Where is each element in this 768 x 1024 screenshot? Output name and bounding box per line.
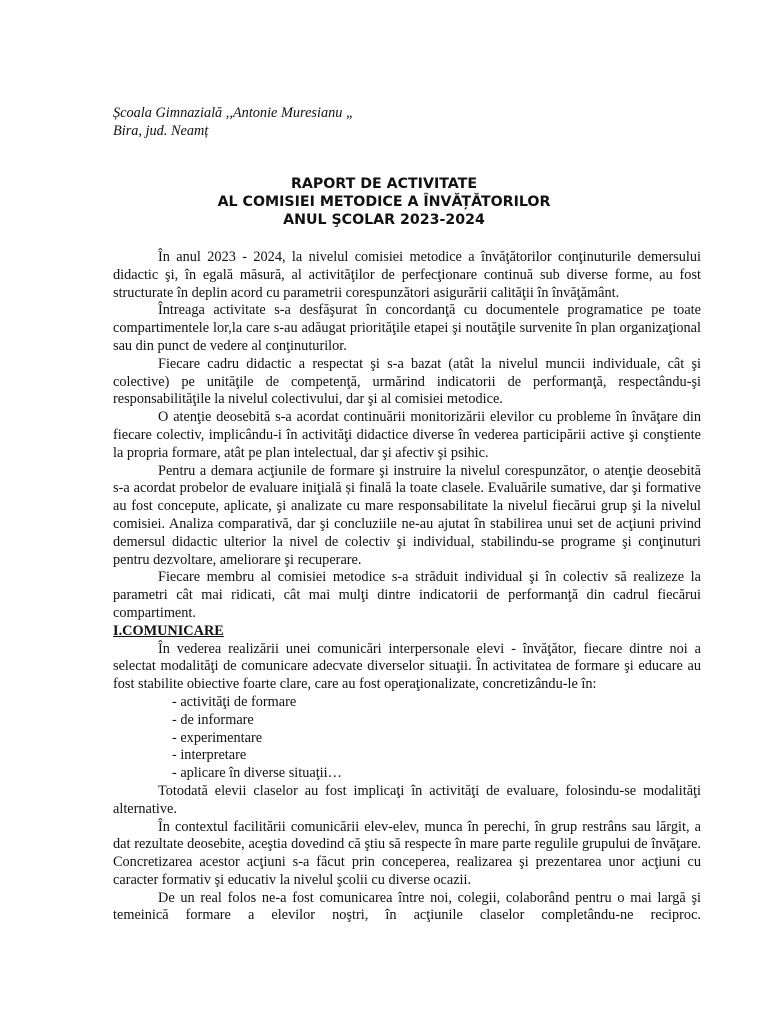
- section-paragraph-2: Totodată elevii claselor au fost implicaţi în activităţi de evaluare, folosindu-se modalităţi alternative.: [113, 782, 701, 817]
- list-item: - experimentare: [172, 729, 263, 746]
- report-title: [0, 175, 768, 229]
- title-line-1: RAPORT DE ACTIVITATE: [290, 176, 478, 192]
- title-line-2: AL COMISIEI METODICE A ÎNVĂȚĂTORILOR: [217, 194, 551, 210]
- list-item: - interpretare: [172, 747, 247, 764]
- section-paragraph-1: În vederea realizării unei comunicări interpersonale elevi - învăţător, fiecare dintre noi a selectat modalităţi de comunicare adecvate diverselor situaţii. În activitatea de formare şi educare au fost stabilite obiective foarte clare, care au fost operaţionalizate, concretizându-le în:: [113, 640, 701, 693]
- list-item: - aplicare în diverse situaţii…: [172, 765, 342, 782]
- intro-paragraph-1: În anul 2023 - 2024, la nivelul comisiei metodice a învăţătorilor conţinuturile demersului didactic şi, în egală măsură, al activităţilor de perfecţionare continuă sub diverse forme, au fost structurate în deplin acord cu parametrii corespunzători asigurării calităţii în învăţământ.: [113, 249, 701, 301]
- section-heading-comunicare: I.COMUNICARE: [113, 622, 224, 639]
- title-line-3: ANUL ŞCOLAR 2023-2024: [283, 212, 485, 228]
- section-paragraph-3: În contextul facilitării comunicării elev-elev, munca în perechi, în grup restrâns sau lărgit, a dat rezultate deosebite, aceştia dovedind că ştiu să respecte în mare parte regulile grupului de învăţare. Concretizarea acestor acţiuni s-a făcut prin conceperea, realizarea şi prezentarea unor acţiuni cu caracter formativ şi educativ la nivelul şcolii cu diverse ocazii.: [113, 818, 701, 888]
- intro-paragraph-4: O atenţie deosebită s-a acordat continuării monitorizării elevilor cu probleme în învăţare din fiecare colectiv, implicându-i în activităţi didactice diverse în vederea participării active şi conştiente la propria formare, atât pe plan intelectual, dar şi afectiv şi psihic.: [113, 409, 701, 461]
- objectives-list: [113, 694, 701, 783]
- list-item: - activităţi de formare: [172, 693, 297, 710]
- list-item: - de informare: [172, 711, 254, 728]
- school-name: Școala Gimnazială ,,Antonie Muresianu „: [113, 105, 354, 121]
- section-paragraph-4: De un real folos ne-a fost comunicarea între noi, colegii, colaborând pentru o mai largă şi temeinică formare a elevilor noştri, în acţiunile claselor completându-ne reciproc.: [113, 889, 701, 924]
- report-body: [113, 249, 701, 925]
- intro-paragraph-6: Fiecare membru al comisiei metodice s-a străduit individual şi în colectiv să realizeze la parametri cât mai ridicati, cât mai mulţi dintre indicatorii de performanţă din cadrul fiecărui compartiment.: [113, 569, 701, 621]
- intro-paragraph-5: Pentru a demara acţiunile de formare şi instruire la nivelul corespunzător, o atenţie deosebită s-a acordat probelor de evaluare iniţială și finală la toate clasele. Evaluările sumative, dar şi formative au fost concepute, aplicate, şi analizate cu mare responsabilitate la nivelul fiecărui grup şi la nivelul comisiei. Analiza comparativă, dar şi concluziile ne-au ajutat în stabilirea unui set de acţiuni privind demersul didactic ulterior la nivel de colectiv şi individual, stabilindu-se programe şi conţinuturi pentru dezvoltare, ameliorare şi recuperare.: [113, 462, 701, 568]
- school-header: [113, 104, 354, 140]
- intro-paragraph-3: Fiecare cadru didactic a respectat şi s-a bazat (atât la nivelul muncii individuale, cât şi colective) pe unităţile de competenţă, urmărind indicatorii de performanţă, respectându-şi responsabilităţile la nivelul colectivului, dar şi al comisiei metodice.: [113, 355, 701, 408]
- intro-paragraph-2: Întreaga activitate s-a desfăşurat în concordanţă cu documentele programatice pe toate compartimentele lor,la care s-au adăugat priorităţile etapei şi noutăţile survenite în plan organizaţional sau din punct de vedere al conţinuturilor.: [113, 302, 701, 354]
- school-location: Bira, jud. Neamț: [113, 123, 209, 139]
